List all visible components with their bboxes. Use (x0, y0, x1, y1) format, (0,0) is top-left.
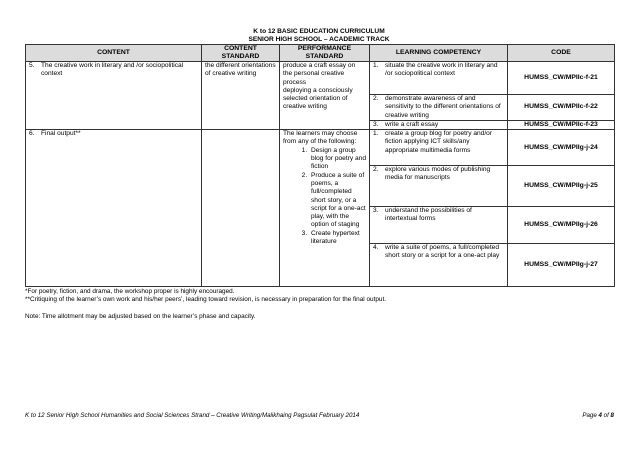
content-cell (26, 62, 202, 130)
content-standard-cell: the different orientations of creative writing (202, 62, 280, 130)
competency-text: write a suite of poems, a full/completed short story or a script for a one-act play (385, 244, 500, 260)
competency-cell (370, 62, 508, 95)
content-standard-cell (202, 130, 280, 287)
competency-text: demonstrate awareness of and sensitivity to the different orientations of creative writing (385, 95, 501, 119)
page-total: 8 (610, 412, 614, 419)
performance-standard-cell (280, 130, 370, 287)
competency-cell (370, 130, 508, 166)
content-number: 6. (29, 130, 35, 138)
content-cell (26, 130, 202, 287)
code-cell: HUMSS_CW/MPIIc-f-23 (508, 120, 615, 129)
page-number (582, 412, 614, 419)
footnote-critiquing: **Critiquing of the learner’s own work and his/her peers’, leading toward revision, is necessary in preparation for the final output. (25, 296, 387, 303)
competency-number: 2. (373, 95, 379, 102)
curriculum-title: K to 12 BASIC EDUCATION CURRICULUM (253, 28, 385, 35)
track-title: SENIOR HIGH SCHOOL – ACADEMIC TRACK (248, 36, 390, 43)
page-prefix: Page (582, 412, 599, 419)
content-number: 5. (29, 62, 35, 69)
competency-text: explore various modes of publishing media for manuscripts (385, 166, 491, 182)
competency-text: understand the possibilities of intertextual forms (385, 207, 472, 223)
content-text: The creative work in literary and /or sociopolitical context (41, 62, 184, 78)
time-allotment-note: Note: Time allotment may be adjusted based on the learner’s phase and capacity. (25, 313, 256, 320)
code-cell: HUMSS_CW/MPIIg-j-27 (508, 244, 615, 287)
competency-cell (370, 166, 508, 207)
footer-document-title: K to 12 Senior High School Humanities and Social Sciences Strand – Creative Writing/Malikhaing Pagsulat February 2014 (25, 412, 360, 419)
competency-number: 3. (373, 120, 379, 128)
performance-standard-cell (280, 62, 370, 130)
competency-number: 1. (373, 130, 379, 138)
code-cell: HUMSS_CW/MPIIg-j-25 (508, 166, 615, 207)
footnote-workshop: *For poetry, fiction, and drama, the workshop proper is highly encouraged. (25, 288, 235, 295)
competency-cell (370, 95, 508, 121)
code-cell: HUMSS_CW/MPIIg-j-26 (508, 207, 615, 244)
col-content-standard: CONTENT STANDARD (202, 45, 280, 62)
list-item: 3. Create hypertext literature (309, 230, 366, 247)
page-of: of (601, 412, 611, 419)
performance-text: deploying a consciously selected orientation of creative writing (283, 86, 353, 111)
code-cell: HUMSS_CW/MPIIg-j-24 (508, 130, 615, 166)
competency-text: create a group blog for poetry and/or fiction applying ICT skills/any appropriate multimedia forms (385, 130, 493, 154)
col-code: CODE (508, 45, 615, 62)
col-content: CONTENT (26, 45, 202, 62)
list-item: 1. Design a group blog for poetry and fiction (309, 147, 366, 172)
competency-cell (370, 120, 508, 129)
page-current: 4 (598, 412, 602, 419)
content-text: Final output** (41, 130, 81, 138)
col-learning-competency: LEARNING COMPETENCY (370, 45, 508, 62)
code-cell: HUMSS_CW/MPIIc-f-22 (508, 95, 615, 121)
competency-cell (370, 207, 508, 244)
header-row (26, 45, 615, 62)
competency-text: situate the creative work in literary and /or sociopolitical context (385, 62, 498, 78)
competency-number: 4. (373, 244, 379, 252)
code-cell: HUMSS_CW/MPIIc-f-21 (508, 62, 615, 95)
competency-number: 3. (373, 207, 379, 215)
col-performance-standard: PERFORMANCE STANDARD (280, 45, 370, 62)
competency-number: 2. (373, 166, 379, 174)
performance-intro: The learners may choose from any of the following: (283, 130, 358, 146)
table-row (26, 62, 615, 95)
competency-number: 1. (373, 62, 379, 69)
list-item: 2. Produce a suite of poems, a full/completed short story, or a script for a one-act play, with the option of staging (309, 172, 366, 230)
table-row (26, 130, 615, 166)
competency-text: write a craft essay (385, 120, 439, 128)
curriculum-table (25, 44, 615, 287)
competency-cell (370, 244, 508, 287)
performance-text: produce a craft essay on the personal creative process (283, 62, 356, 86)
performance-options (283, 147, 366, 247)
